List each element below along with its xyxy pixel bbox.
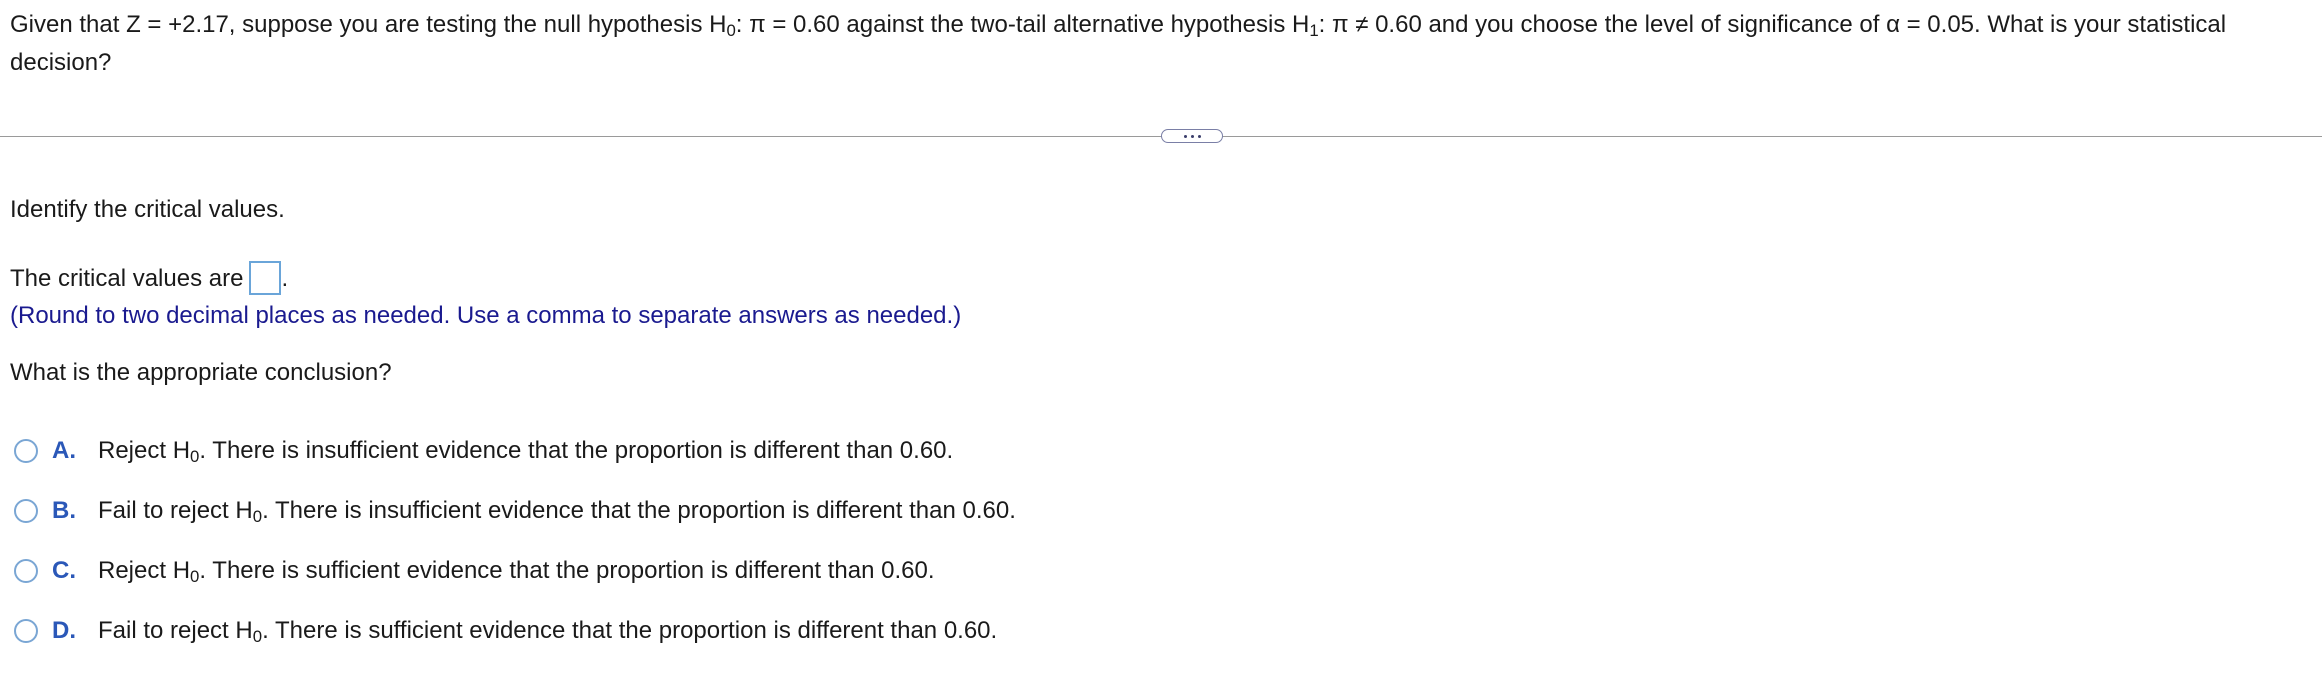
question-part-2: : π = 0.60 against the two-tail alternative hypothesis H (735, 11, 1310, 38)
h1-subscript: 1 (1309, 21, 1319, 41)
rounding-hint: (Round to two decimal places as needed. Use a comma to separate answers as needed.) (10, 302, 962, 329)
option-text-post: . There is insufficient evidence that the proportion is different than 0.60. (262, 497, 1016, 524)
radio-a[interactable] (14, 439, 38, 463)
ellipsis-icon-dot (1191, 135, 1194, 138)
ellipsis-icon-dot (1198, 135, 1201, 138)
option-text (98, 617, 997, 645)
question-part-3: : π ≠ 0.60 and you choose the level of significance of α = 0.05. What is your statistical decision? (10, 11, 2227, 76)
option-text (98, 557, 935, 585)
option-subscript: 0 (190, 447, 200, 467)
option-letter: C. (52, 557, 76, 584)
option-text-post: . There is sufficient evidence that the proportion is different than 0.60. (199, 557, 935, 584)
option-text-pre: Fail to reject H (98, 617, 253, 644)
option-letter: D. (52, 617, 76, 644)
option-text-post: . There is insufficient evidence that the proportion is different than 0.60. (199, 437, 954, 464)
radio-c[interactable] (14, 559, 38, 583)
option-letter: A. (52, 437, 76, 464)
conclusion-prompt: What is the appropriate conclusion? (10, 359, 392, 386)
option-text (98, 497, 1016, 525)
option-letter: B. (52, 497, 76, 524)
answer-prefix: The critical values are (10, 265, 244, 292)
option-text-pre: Reject H (98, 437, 191, 464)
question-text (10, 6, 2310, 82)
option-c[interactable] (14, 554, 935, 588)
option-subscript: 0 (252, 507, 263, 527)
option-a[interactable] (14, 434, 953, 468)
option-text-pre: Reject H (98, 557, 191, 584)
option-subscript: 0 (190, 567, 200, 587)
option-text-pre: Fail to reject H (98, 497, 253, 524)
option-text (98, 437, 953, 465)
option-d[interactable] (14, 614, 997, 648)
critical-values-input[interactable] (249, 261, 281, 295)
option-b[interactable] (14, 494, 1016, 528)
radio-d[interactable] (14, 619, 38, 643)
critical-values-prompt: Identify the critical values. (10, 196, 285, 223)
ellipsis-icon (1184, 135, 1187, 138)
option-text-post: . There is sufficient evidence that the proportion is different than 0.60. (262, 617, 998, 644)
critical-values-answer-line (10, 261, 288, 295)
answer-suffix: . (281, 265, 289, 292)
h0-subscript: 0 (726, 21, 736, 41)
radio-b[interactable] (14, 499, 38, 523)
more-options-button[interactable] (1161, 129, 1223, 143)
option-subscript: 0 (252, 627, 263, 647)
question-part-1: Given that Z = +2.17, suppose you are testing the null hypothesis H (10, 11, 727, 38)
